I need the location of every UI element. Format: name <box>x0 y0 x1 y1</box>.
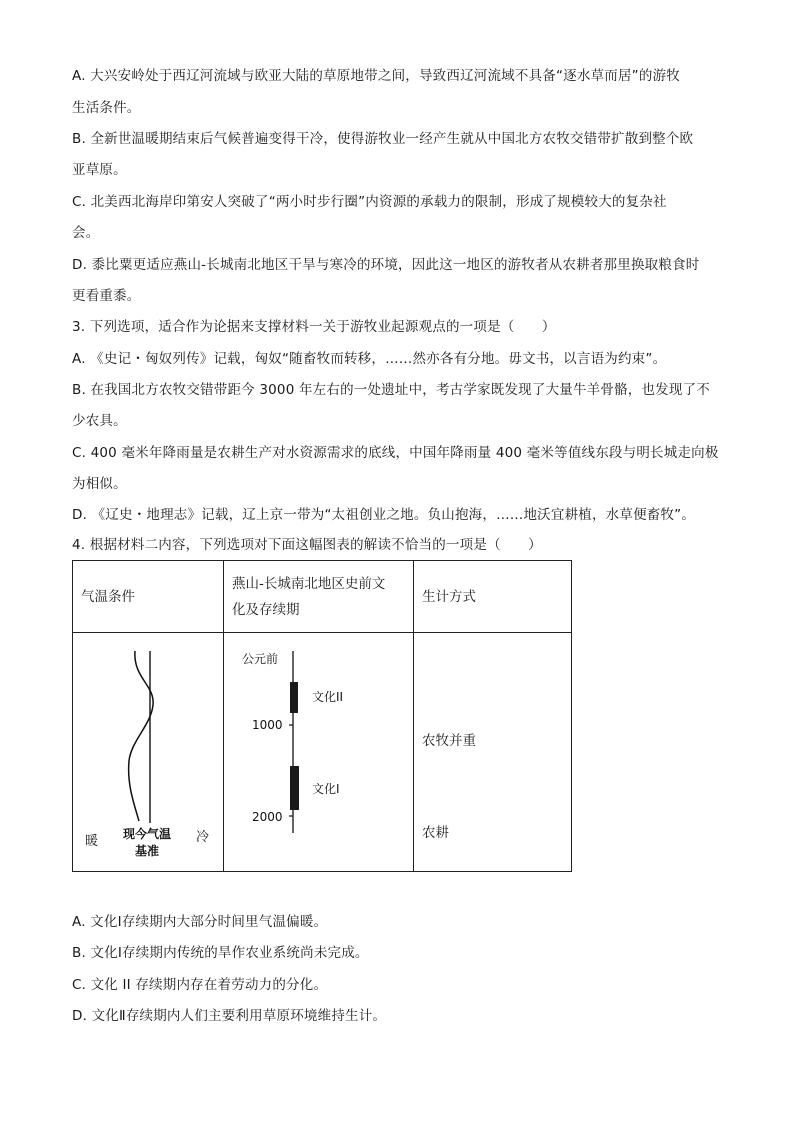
option-2d-line-1: D. 黍比粟更适应燕山-长城南北地区干旱与寒冷的环境，因此这一地区的游牧者从农耕者那里换取粮食时 <box>72 257 700 273</box>
option-2a-line-2: 生活条件。 <box>72 100 141 116</box>
option-4d: D. 文化Ⅱ存续期内人们主要利用草原环境维持生计。 <box>72 1008 387 1024</box>
option-2b-line-2: 亚草原。 <box>72 162 127 178</box>
option-2c-line-2: 会。 <box>72 225 100 241</box>
tick-2000-label: 2000 <box>252 810 283 824</box>
temperature-chart <box>73 633 223 871</box>
option-3b-line-1: B. 在我国北方农牧交错带距今 3000 年左右的一处遗址中，考古学家既发现了大量牛羊骨骼，也发现了不 <box>72 382 710 398</box>
option-3a: A. 《史记・匈奴列传》记载，匈奴“随畜牧而转移，……然亦各有分地。毋文书，以言语为约束”。 <box>72 351 667 367</box>
culture-2-label: 文化II <box>312 690 344 704</box>
option-3b-line-2: 少农具。 <box>72 413 127 429</box>
tick-1000-label: 1000 <box>252 718 283 732</box>
culture-2-bar <box>290 682 298 713</box>
livelihood-lower: 农耕 <box>422 825 449 841</box>
warm-label: 暖 <box>85 834 99 849</box>
option-4b: B. 文化Ⅰ存续期内传统的旱作农业系统尚未完成。 <box>72 945 369 961</box>
culture-1-label: 文化I <box>312 782 340 796</box>
question-4: 4. 根据材料二内容，下列选项对下面这幅图表的解读不恰当的一项是（ ） <box>72 537 542 553</box>
header-culture-line-1: 燕山-长城南北地区史前文 <box>232 575 386 592</box>
option-3d: D. 《辽史・地理志》记载，辽上京一带为“太祖创业之地。负山抱海，……地沃宜耕植，水草便畜牧”。 <box>72 507 696 523</box>
question-3: 3. 下列选项，适合作为论据来支撑材料一关于游牧业起源观点的一项是（ ） <box>72 319 556 335</box>
cold-label: 冷 <box>196 830 210 845</box>
option-4a: A. 文化Ⅰ存续期内大部分时间里气温偏暖。 <box>72 914 328 930</box>
header-culture <box>224 561 414 633</box>
option-4c: C. 文化 II 存续期内存在着劳动力的分化。 <box>72 977 328 993</box>
temperature-chart-cell <box>73 633 224 872</box>
option-3c-line-2: 为相似。 <box>72 476 127 492</box>
livelihood-cell <box>414 633 572 872</box>
option-2b-line-1: B. 全新世温暖期结束后气候普遍变得干冷，使得游牧业一经产生就从中国北方农牧交错带扩散到整个欧 <box>72 131 694 147</box>
culture-1-bar <box>290 766 299 810</box>
option-2a-line-1: A. 大兴安岭处于西辽河流域与欧亚大陆的草原地带之间，导致西辽河流域不具备“逐水草而居”的游牧 <box>72 68 680 84</box>
header-temperature: 气温条件 <box>73 561 224 633</box>
culture-chart <box>224 633 413 871</box>
option-2c-line-1: C. 北美西北海岸印第安人突破了“两小时步行圈”内资源的承载力的限制，形成了规模较大的复杂社 <box>72 194 667 210</box>
header-livelihood: 生计方式 <box>414 561 572 633</box>
axis-title: 公元前 <box>242 652 279 666</box>
option-3c-line-1: C. 400 毫米年降雨量是农耕生产对水资源需求的底线，中国年降雨量 400 毫米等值线东段与明长城走向极 <box>72 445 719 461</box>
q4-table <box>72 560 572 872</box>
livelihood-upper: 农牧并重 <box>422 733 476 749</box>
option-2d-line-2: 更看重黍。 <box>72 288 141 304</box>
baseline-label-1: 现今气温 <box>123 827 172 841</box>
baseline-label-2: 基准 <box>135 844 160 858</box>
culture-chart-cell <box>224 633 414 872</box>
header-culture-line-2: 化及存续期 <box>232 601 300 618</box>
